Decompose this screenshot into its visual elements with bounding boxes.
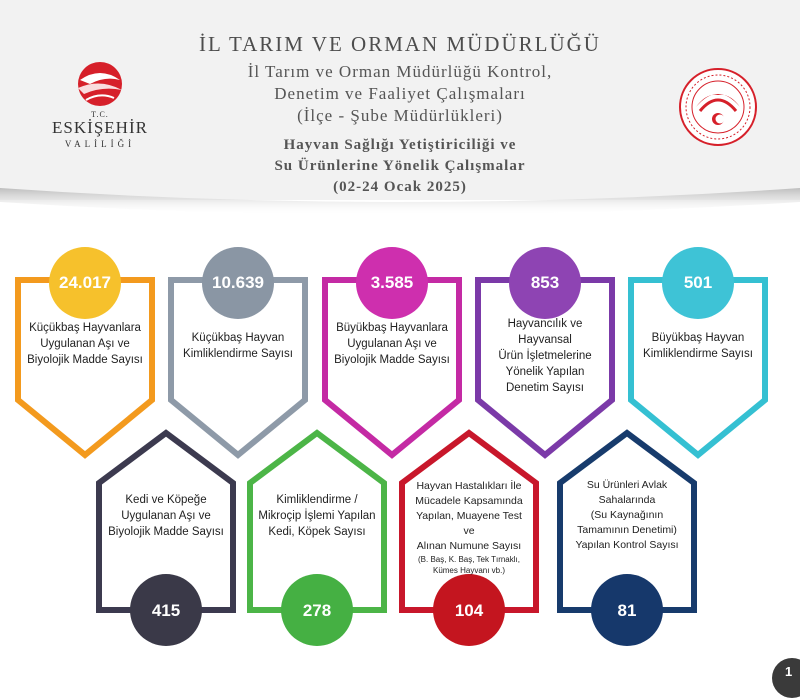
bottom-card-3-note: (B. Baş, K. Baş, Tek Tırnaklı, Kümes Hayvanı vb.)	[418, 555, 520, 575]
bottom-card-2-label: Kimliklendirme / Mikroçip İşlemi Yapılan Kedi, Köpek Sayısı	[258, 494, 376, 538]
top-card-2-value: 10.639	[212, 273, 264, 292]
bottom-card-1-value: 415	[151, 601, 181, 620]
top-card-4-value: 853	[530, 273, 560, 292]
logo-city: ESKİŞEHİR	[52, 118, 148, 137]
logo-office: VALİLİĞİ	[64, 139, 136, 149]
top-card-5-value: 501	[683, 273, 713, 292]
bottom-card-4-value: 81	[617, 601, 637, 620]
bottom-card-3-label: Hayvan Hastalıkları İle Mücadele Kapsamında Yapılan, Muayene Test ve Alınan Numune Sayısı (B. Baş, K. Baş, Tek Tırnaklı, Kümes Hayvanı vb.)	[410, 479, 528, 576]
top-card-3-value: 3.585	[370, 273, 414, 292]
top-card-1-label: Küçükbaş Hayvanlara Uygulanan Aşı ve Biyolojik Madde Sayısı	[27, 322, 143, 366]
bottom-card-3-value: 104	[454, 601, 484, 620]
logo-tc: T.C.	[91, 110, 109, 119]
page-topic: Hayvan Sağlığı Yetiştiriciliği ve Su Ürünlerine Yönelik Çalışmalar (02-24 Ocak 2025)	[274, 137, 526, 195]
page-title: İL TARIM VE ORMAN MÜDÜRLÜĞÜ	[199, 32, 601, 56]
top-card-5-label: Büyükbaş Hayvan Kimliklendirme Sayısı	[643, 332, 753, 360]
top-card-4-label: Hayvancılık ve Hayvansal Ürün İşletmelerine Yönelik Yapılan Denetim Sayısı	[498, 318, 592, 394]
bottom-card-1-label: Kedi ve Köpeğe Uygulanan Aşı ve Biyolojik Madde Sayısı	[108, 494, 224, 538]
top-card-2-label: Küçükbaş Hayvan Kimliklendirme Sayısı	[183, 332, 293, 360]
page-number-badge: 1	[772, 658, 800, 698]
bottom-card-4-label: Su Ürünleri Avlak Sahalarında (Su Kaynağının Tamamının Denetimi) Yapılan Kontrol Sayısı	[575, 479, 679, 551]
top-card-3-label: Büyükbaş Hayvanlara Uygulanan Aşı ve Biyolojik Madde Sayısı	[334, 322, 450, 366]
page-subtitle: İl Tarım ve Orman Müdürlüğü Kontrol, Denetim ve Faaliyet Çalışmaları (İlçe - Şube Müdürlükleri)	[247, 62, 553, 125]
top-card-1-value: 24.017	[59, 273, 111, 292]
bottom-card-2-value: 278	[302, 601, 332, 620]
